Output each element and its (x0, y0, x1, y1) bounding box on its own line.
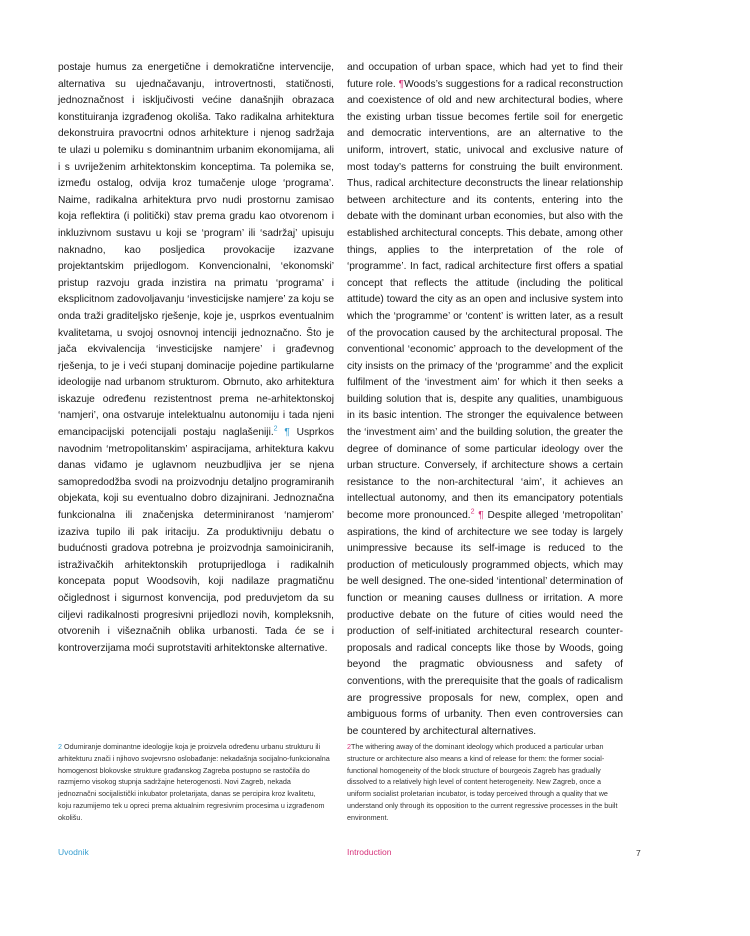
footnote-right (347, 741, 619, 824)
section-label-right: Introduction (347, 847, 392, 857)
footnote-left-number: 2 (58, 742, 62, 751)
pilcrow-left: ¶ (284, 427, 290, 439)
footnote-left (58, 741, 330, 824)
footnote-ref-right[interactable]: 2 (470, 508, 475, 516)
footnote-right-number: 2 (347, 742, 351, 751)
croatian-paragraph (58, 60, 334, 657)
pilcrow-right-2: ¶ (478, 510, 484, 522)
english-text-part1: and occupation of urban space, which had yet to find their future role. (347, 62, 623, 90)
section-label-left: Uvodnik (58, 847, 89, 857)
pilcrow-right-1: ¶ (398, 78, 405, 90)
croatian-body-column (58, 60, 334, 657)
croatian-text-part2: Usprkos navodnim ‘metropolitanskim’ aspiracijama, arhitektura kakvu danas viđamo je uglavnom neuzbudljiva jer se njena samopredodžba svodi na proizvodnju detaljno programiranih objekata, koji su eventualno dobro dizajnirani. Jednoznačna funkcionalna ili značenjska determiniranost ‘namjerom’ izaziva tupilo ili pak iritaciju. Za produktivniju debatu o budućnosti gradova potrebna je proizvodnja samoiniciranih, istraživačkih arhitektonskih protuprijedloga i radikalnih koncepata poput Woodsovih, koji nadilaze pragmatičnu očiglednost i sigurnost konvencija, pod preduvjetom da su ciljevi radikalnosti progresivni prijedlozi novih, kompleksnih, otvorenih i višeznačnih oblika urbanosti. Tada će se i kontroverzijama moći suprotstaviti arhitektonske alternative. (58, 427, 334, 654)
footnote-ref-left[interactable]: 2 (273, 425, 278, 433)
english-body-column (347, 60, 623, 740)
english-paragraph (347, 60, 623, 740)
croatian-text-part1: postaje humus za energetične i demokratične intervencije, alternativa su ujednačavanju, introvertnosti, statičnosti, jednoznačnost i isključivosti većine današnjih obrazaca konstituiranja izgrađenog okoliša. Tako radikalna arhitektura dekonstruira pravocrtni odnos arhitekture i njenog sadržaja te ulazi u polemiku s dominantnim urbanim ekonomijama, ali i s uvriježenim arhitektonskim konceptima. Ta polemika se, između ostalog, odvija kroz tumačenje uloge ‘programa’. Naime, radikalna arhitektura prvo nudi prostornu zamisao koja reflektira (i politički) stav prema gradu kao otvorenom i inkluzivnom sustavu u koji se ‘program’ ili ‘sadržaj’ upisuju naknadno, kao posljedica provokacije izazvane projektantskim prijedlogom. Konvencionalni, ‘ekonomski’ pristup razvoju grada inzistira na primatu ‘programa’ i eksplicitnom zadovoljavanju ‘investicijske namjere’ za koju se onda traži graditeljsko rješenje, koje je, usprkos eventualnim kvalitetama, u svojoj osnovnoj intenciji jednoznačno. Što je jača ekvivalencija ‘investicijske namjere’ i građevnog rješenja, to je i veći stupanj dominacije pojedine partikularne ideologije nad urbanom strukturom. Obrnuto, ako arhitektura iskazuje određenu rezistentnost prema ne-arhitektonskoj ‘namjeri’, ona ostvaruje intelektualnu autonomiju i tada njeni emancipacijski potencijali postaju naglašeniji. (58, 62, 334, 439)
english-text-part3: Despite alleged ‘metropolitan’ aspirations, the kind of architecture we see today is largely unimpressive because its self-image is reduced to the production of meticulously programmed objects, which may be well designed. The one-sided ‘intentional’ determination of function or meaning causes dullness or irritation. A more productive debate on the future of cities would need the production of self-initiated architectural research counter-proposals and radical concepts like those by Woods, going beyond the pragmatic obviousness and safety of conventions, with the prerequisite that the goals of radicalism are progressive proposals for new, complex, open and ambiguous forms of urbanity. Then even controversies can be countered by architectural alternatives. (347, 510, 623, 737)
footnote-right-text: The withering away of the dominant ideology which produced a particular urban structure or architecture also means a kind of release for them: the former social-functional homogeneity of the block structure of bourgeois Zagreb has gradually dissolved to a relatively high level of content heterogeneity. New Zagreb, once a uniform socialist proletarian incubator, is today perceived through a quality that we understand only through its opposition to the current regressive processes in the built environment. (347, 742, 618, 822)
page-number: 7 (636, 848, 641, 858)
english-text-part2: Woods’s suggestions for a radical reconstruction and coexistence of old and new architectural bodies, where the existing urban tissue becomes fertile soil for energetic and democratic interventions, are an alternative to the uniform, introvert, static, univocal and exclusive nature of most today’s patterns for construing the built environment. Thus, radical architecture deconstructs the linear relationship between architecture and its contents, entering into the debate with the dominant urban economies, but also with the established architectural concepts. This debate, among other things, applies to the interpretation of the role of ‘programme’. In fact, radical architecture first offers a spatial concept that reflects the attitude (including the political attitude) toward the city as an open and inclusive system into which the ‘programme’ or ‘content’ is written later, as a result of the provocation caused by the architectural proposal. The conventional ‘economic’ approach to the development of the city insists on the primacy of the ‘programme’ and the explicit fulfilment of the ‘investment aim’ for which it then seeks a building solution that is, despite any qualities, unambiguous in its basic intention. The stronger the equivalence between the ‘investment aim’ and the building solution, the greater the degree of dominance of some particular ideology over the urban structure. Conversely, if architecture shows a certain resistance to the non-architectural ‘aim’, it achieves an intellectual autonomy, and then its emancipatory potentials become more pronounced. (347, 78, 623, 522)
footnote-left-text: Odumiranje dominantne ideologije koja je proizvela određenu urbanu strukturu ili arhitekturu znači i njihovo svojevrsno oslobađanje: nekadašnja socijalno-funkcionalna homogenost blokovske strukture građanskog Zagreba postupno se rastočila do razmjerno visokog stupnja sadržajne heterogenosti. Novi Zagreb, nekada jednoznačni socijalistički inkubator proletarijata, danas se percipira kroz kvalitetu, koju razumijemo tek u opreci prema aktualnim regresivnim procesima u izgrađenom okolišu. (58, 742, 330, 822)
